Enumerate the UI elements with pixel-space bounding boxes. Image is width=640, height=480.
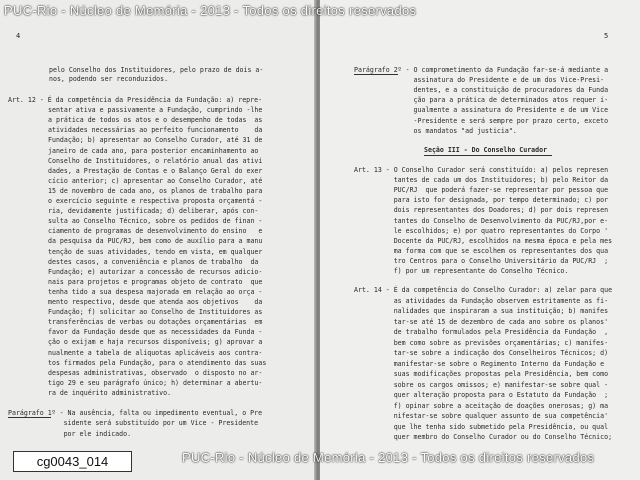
text-line: tenção de suas atividades, tendo em vista, em qualquer — [48, 247, 263, 256]
text-line: Fundação; f) solicitar ao Conselho de Instituidores as — [48, 308, 263, 317]
text-line: sobre os cargos omissos; e) manifestar-se sobre qual - — [354, 380, 609, 389]
section-heading: Seção III - Do Conselho Curador — [424, 146, 548, 154]
document-id-label: cg0043_014 — [13, 451, 132, 472]
text-line: manifestar-se sobre o Regimento Interno da Fundação e — [354, 359, 605, 368]
text-line: tigo 29 e seu parágrafo único; h) determinar a abertu- — [48, 378, 263, 387]
text-line: gualmente a assinatura do Presidente e de um Vice — [354, 106, 609, 115]
text-line: tro Centros para o Conselho Universitário da PUC/RJ ; — [354, 256, 609, 265]
text-line: Parágrafo 2º - O comprometimento da Fundação far-se-á mediante a — [354, 66, 609, 74]
text-line: quer membro do Conselho Curador ou do Conselho Técnico; — [354, 433, 613, 441]
text-line: tenha tido a sua despesa majorada em relação ao orça - — [48, 287, 263, 296]
text-line: dentes, e a constituição de procuradores da Funda — [354, 86, 609, 95]
text-line: bem como sobre as previsões orçamentárias; c) manifes- — [354, 338, 609, 347]
text-line: dades, a Prestação de Contas e o Balanço Geral do exer — [48, 166, 263, 175]
text-line: Parágrafo 1º - Na ausência, falta ou impedimento eventual, o Pre — [8, 409, 263, 417]
paragraph-2-underline — [354, 74, 398, 75]
text-line: ciamento de programas de desenvolvimento do ensino e — [48, 227, 263, 236]
text-line: tos firmados pela Fundação, para o atendimento das suas — [48, 358, 267, 367]
text-line: suas modificações propostas pela Presidência, bem como — [354, 370, 609, 378]
right-page — [320, 0, 640, 480]
section-heading-underline — [424, 155, 552, 156]
text-line: o exercício seguinte e respectiva proposta orçamentá - — [48, 197, 263, 205]
text-line: janeiro de cada ano, para posterior encaminhamento ao — [48, 146, 259, 155]
text-line: Art. 12 - É da competência da Presidência da Fundação: a) repre- — [8, 96, 263, 104]
text-line: Conselho de Instituidores, o relatório anual das ativi — [48, 156, 263, 165]
text-line: pelo Conselho dos Instituidores, pelo prazo de dois a- — [49, 66, 264, 74]
watermark-bottom: PUC-Rio - Núcleo de Memória - 2013 - Todos os direitos reservados — [182, 450, 595, 465]
left-page — [0, 0, 316, 480]
text-line: os mandatos "ad justicia". — [354, 126, 517, 135]
text-line: -Presidente e será sempre por prazo certo, exceto — [354, 116, 609, 125]
text-line: atividades necessárias ao perfeito funcionamento da — [48, 126, 263, 135]
text-line: as atividades da Fundação observem estritamente as fi- — [354, 296, 609, 305]
text-line: a prática de todos os atos e o desempenho de todas as — [48, 116, 263, 125]
text-line: ção o exijam e haja recursos disponíveis; g) aprovar a — [48, 338, 263, 347]
text-line: mento respectivo, desde que atenda aos objetivos da — [48, 298, 263, 306]
text-line: PUC/RJ que poderá fazer-se representar por pessoa que — [354, 186, 609, 195]
text-line: da pesquisa da PUC/RJ, bem como de auxílio para a manu — [48, 237, 263, 246]
text-line: sulta ao Conselho Técnico, sobre os pedidos de finan - — [48, 217, 263, 226]
text-line: sentar ativa e passivamente a Fundação, cumprindo -lhe — [48, 106, 263, 115]
left-page-number: 4 — [16, 32, 21, 40]
text-line: cício anterior; c) apresentar ao Conselho Curador, até — [48, 176, 263, 185]
text-line: nais para projetos e programas objeto de contrato que — [48, 277, 263, 286]
text-line: dois representantes dos Doadores; d) por dois represen — [354, 206, 609, 215]
text-line: le escolhidos; e) por quatro representantes do Corpo ' — [354, 226, 609, 235]
text-line: tar-se até 15 de dezembro de cada ano sobre os planos' — [354, 317, 609, 326]
text-line: destes casos, a conveniência e planos de trabalho da — [48, 257, 259, 266]
text-line: nalidades que inspiraram a sua instituição; b) manifes — [354, 307, 609, 315]
text-line: despesas administrativas, observado o disposto no ar- — [48, 368, 263, 377]
text-line: de trabalho formulados pela Presidência da Fundação , — [354, 328, 609, 336]
text-line: nos, podendo ser reconduzidos. — [49, 75, 169, 83]
text-line: para isto for designada, por tempo determinado; c) por — [354, 196, 609, 205]
text-line: que lhe tenha sido submetido pela Presidência, ou qual — [354, 422, 609, 431]
text-line: Art. 13 - O Conselho Curador será constituído: a) pelos represen — [354, 166, 609, 174]
text-line: 15 de novembro de cada ano, os planos de trabalho para — [48, 186, 263, 195]
text-line: favor da Fundação desde que as necessidades da Funda - — [48, 328, 263, 337]
text-line: Docente da PUC/RJ, escolhidos na mesma época e pela mes — [354, 236, 613, 245]
text-line: tantes de cada um dos Instituidores; b) pelo Reitor da — [354, 176, 609, 185]
text-line: Fundação; e) autorizar a concessão de recursos adicio- — [48, 267, 263, 276]
text-line: nifestar-se sobre qualquer assunto de sua competência' — [354, 412, 609, 420]
text-line: assinatura do Presidente e de um dos Vice-Presi- — [354, 76, 605, 85]
text-line: tantes do Conselho de Desenvolvimento da PUC/RJ,por e- — [354, 216, 609, 225]
right-page-number: 5 — [604, 32, 609, 40]
text-line: quer alteração proposta para o Estatuto da Fundação ; — [354, 391, 609, 399]
text-line: por ele indicado. — [8, 430, 132, 438]
text-line: ma forma com que se escolhem os representantes dos qua — [354, 246, 609, 255]
text-line: f) opinar sobre a aceitação de doações onerosas; g) ma — [354, 401, 609, 410]
text-line: Art. 14 - É da competência do Conselho Curador: a) zelar para que — [354, 286, 613, 294]
text-line: nualmente a tabela de alíquotas aplicáveis aos contra- — [48, 348, 263, 357]
text-line: ra de inquérito administrativo. — [48, 388, 172, 397]
text-line: ria, devidamente justificada; d) deliberar, após con- — [48, 207, 259, 216]
text-line: sidente será substituído por um Vice - Presidente — [8, 419, 259, 427]
text-line: tar-se sobre a indicação dos Conselheiros Técnicos; d) — [354, 349, 609, 357]
text-line: f) por um representante do Conselho Técnico. — [354, 267, 569, 275]
watermark-top: PUC-Rio - Núcleo de Memória - 2013 - Todos os direitos reservados — [4, 3, 417, 18]
text-line: ção para a prática de determinados atos requer i- — [354, 96, 609, 105]
text-line: transferências de verbas ou dotações orçamentárias em — [48, 318, 263, 327]
text-line: Fundação; b) apresentar ao Conselho Curador, até 31 de — [48, 136, 263, 145]
paragraph-1-underline — [8, 417, 51, 418]
